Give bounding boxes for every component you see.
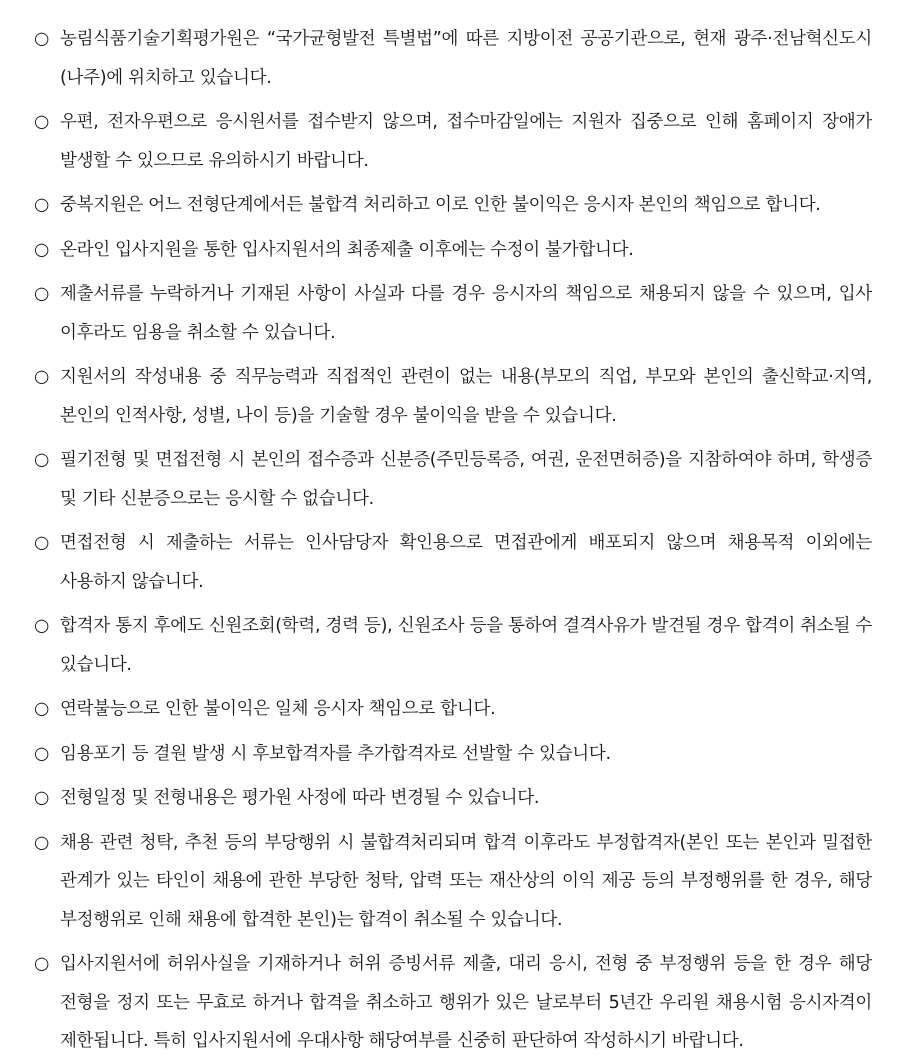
- circle-bullet-icon: ○: [34, 954, 49, 974]
- notice-text: 전형일정 및 전형내용은 평가원 사정에 따라 변경될 수 있습니다.: [60, 788, 540, 808]
- notice-text: 중복지원은 어느 전형단계에서든 불합격 처리하고 이로 인한 불이익은 응시자 본인의 책임으로 합니다.: [60, 195, 821, 215]
- notice-text: 면접전형 시 제출하는 서류는 인사담당자 확인용으로 면접관에게 배포되지 않으며 채용목적 이외에는 사용하지 않습니다.: [60, 533, 872, 592]
- circle-bullet-icon: ○: [34, 239, 49, 260]
- notice-text: 우편, 전자우편으로 응시원서를 접수받지 않으며, 접수마감일에는 지원자 집중으로 인해 홈페이지 장애가 발생할 수 있으므로 유의하시기 바랍니다.: [60, 112, 872, 171]
- notice-text: 제출서류를 누락하거나 기재된 사항이 사실과 다를 경우 응시자의 책임으로 채용되지 않을 수 있으며, 입사 이후라도 임용을 취소할 수 있습니다.: [60, 284, 872, 343]
- notice-item: [34, 945, 872, 1061]
- notice-text: 채용 관련 청탁, 추천 등의 부당행위 시 불합격처리되며 합격 이후라도 부정합격자(본인 또는 본인과 밀접한 관계가 있는 타인이 채용에 관한 부당한 청탁, 압력 또는 재산상의 이익 제공 등의 부정행위를 한 경우, 해당 부정행위로 인해 채용에 합격한 본인)는 합격이 취소될 수 있습니다.: [60, 832, 872, 930]
- circle-bullet-icon: ○: [34, 195, 49, 215]
- circle-bullet-icon: ○: [34, 112, 49, 132]
- circle-bullet-icon: ○: [34, 367, 49, 387]
- notice-item: [34, 231, 872, 270]
- notice-text: 온라인 입사지원을 통한 입사지원서의 최종제출 이후에는 수정이 불가합니다.: [60, 239, 634, 260]
- notice-item: [34, 690, 872, 729]
- notice-text: 연락불능으로 인한 불이익은 일체 응시자 책임으로 합니다.: [60, 699, 496, 719]
- notice-item: [34, 186, 872, 225]
- circle-bullet-icon: ○: [34, 788, 49, 808]
- circle-bullet-icon: ○: [34, 616, 49, 636]
- notice-text: 입사지원서에 허위사실을 기재하거나 허위 증빙서류 제출, 대리 응시, 전형 중 부정행위 등을 한 경우 해당 전형을 정지 또는 무효로 하거나 합격을 취소하고 행위가 있은 날로부터 5년간 우리원 채용시험 응시자격이 제한됩니다. 특히 입사지원서에 우대사항 해당여부를 신중히 판단하여 작성하시기 바랍니다.: [60, 954, 872, 1051]
- notice-item: [34, 735, 872, 774]
- notice-text: 필기전형 및 면접전형 시 본인의 접수증과 신분증(주민등록증, 여권, 운전면허증)을 지참하여야 하며, 학생증 및 기타 신분증으로는 응시할 수 없습니다.: [60, 450, 872, 509]
- circle-bullet-icon: ○: [34, 533, 49, 553]
- notice-text: 농림식품기술기획평가원은 “국가균형발전 특별법”에 따른 지방이전 공공기관으로, 현재 광주·전남혁신도시(나주)에 위치하고 있습니다.: [60, 29, 872, 88]
- circle-bullet-icon: ○: [34, 699, 49, 719]
- circle-bullet-icon: ○: [34, 450, 49, 470]
- notice-item: [34, 524, 872, 601]
- notice-item: [34, 779, 872, 818]
- notice-item: [34, 275, 872, 352]
- notice-item: [34, 607, 872, 684]
- notice-item: [34, 824, 872, 940]
- notice-item: [34, 358, 872, 435]
- circle-bullet-icon: ○: [34, 832, 49, 853]
- notice-item: [34, 103, 872, 180]
- notice-item: [34, 441, 872, 518]
- circle-bullet-icon: ○: [34, 284, 49, 304]
- circle-bullet-icon: ○: [34, 743, 49, 764]
- notice-item: [34, 20, 872, 97]
- notice-text: 임용포기 등 결원 발생 시 후보합격자를 추가합격자로 선발할 수 있습니다.: [60, 743, 611, 764]
- notice-text: 합격자 통지 후에도 신원조회(학력, 경력 등), 신원조사 등을 통하여 결격사유가 발견될 경우 합격이 취소될 수 있습니다.: [60, 616, 872, 675]
- notice-text: 지원서의 작성내용 중 직무능력과 직접적인 관련이 없는 내용(부모의 직업, 부모와 본인의 출신학교·지역, 본인의 인적사항, 성별, 나이 등)을 기술할 경우 불이익을 받을 수 있습니다.: [60, 367, 872, 426]
- circle-bullet-icon: ○: [34, 29, 49, 49]
